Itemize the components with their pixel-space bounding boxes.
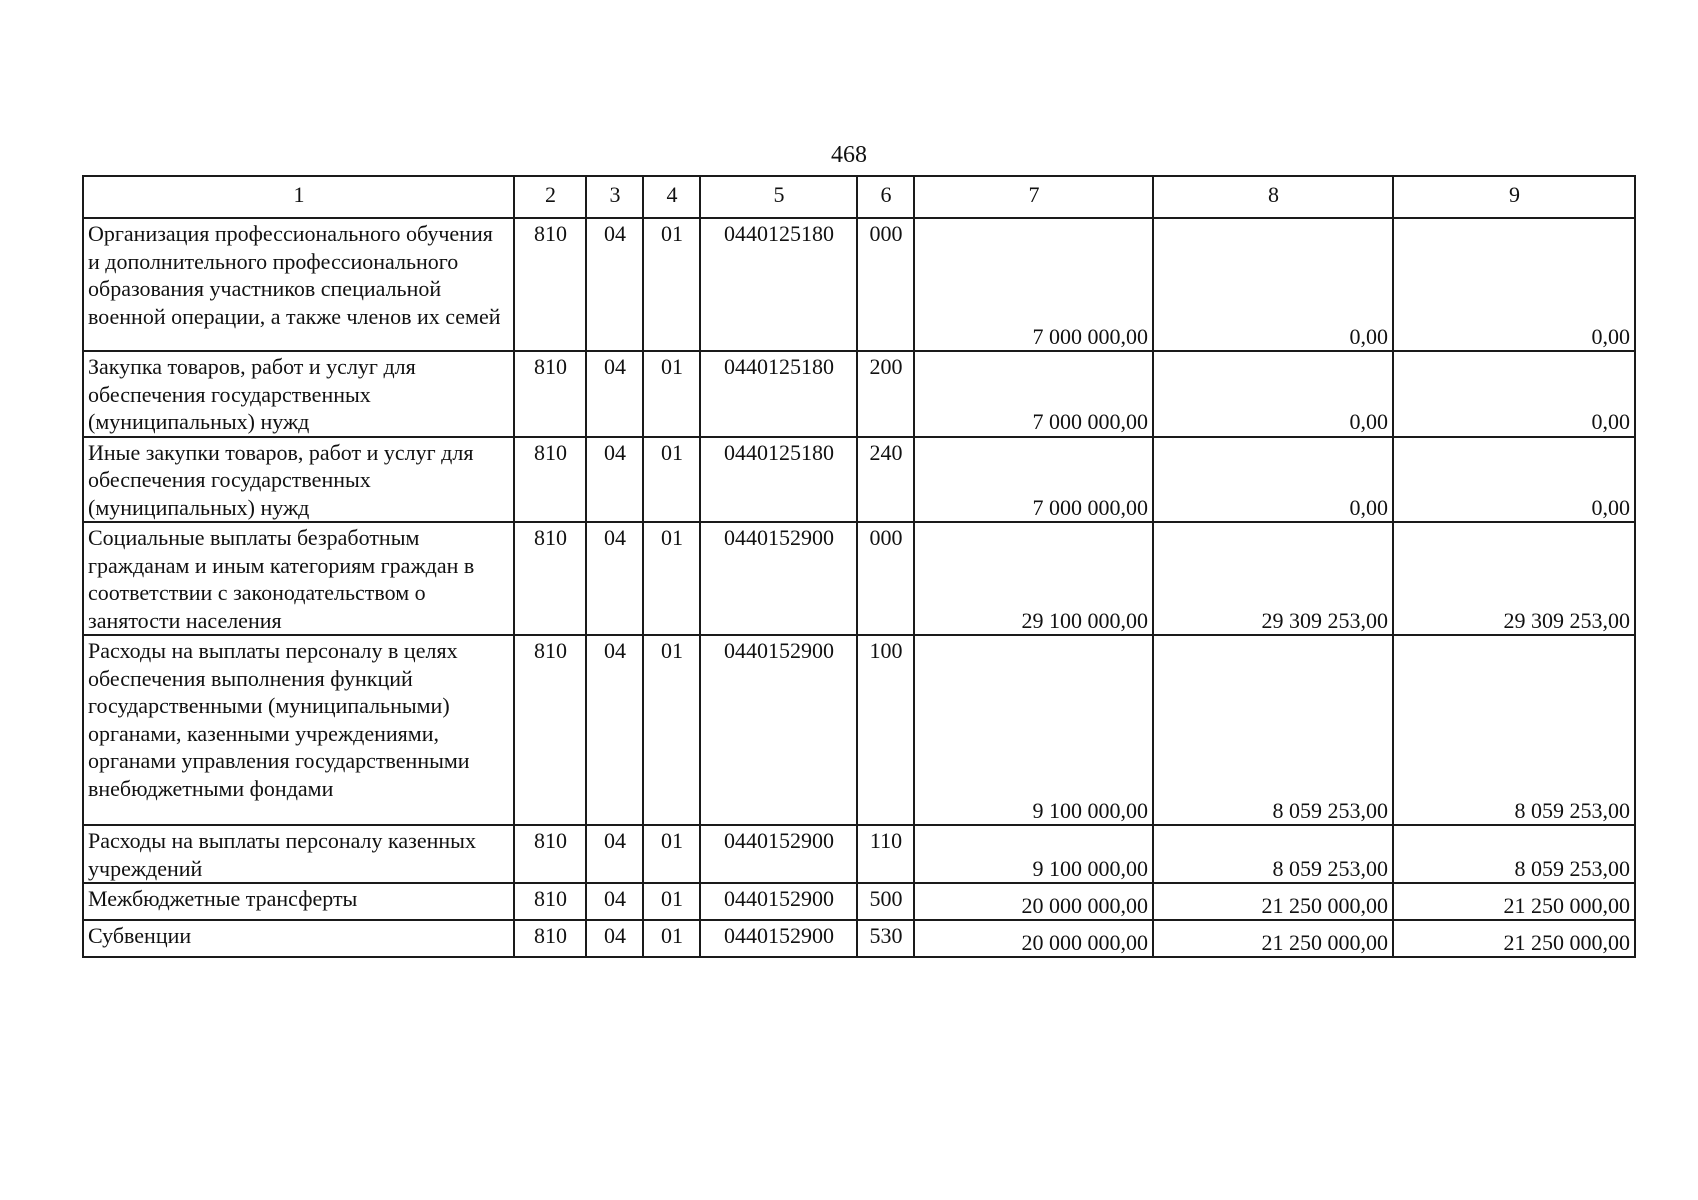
row-code-4: 01 [643,351,700,437]
row-name: Организация профессионального обучения и дополнительного профессионального образования участников специальной военной операции, а также членов их семей [83,218,514,351]
row-code-6: 200 [857,351,914,437]
row-code-6: 240 [857,437,914,523]
table-row [83,920,1635,957]
row-code-2: 810 [514,825,586,883]
row-code-2: 810 [514,437,586,523]
row-code-5: 0440152900 [700,635,857,825]
row-amount-7: 9 100 000,00 [914,635,1153,825]
row-amount-9: 29 309 253,00 [1393,522,1635,635]
row-name: Расходы на выплаты персоналу казенных учреждений [83,825,514,883]
row-amount-9: 0,00 [1393,218,1635,351]
row-name: Расходы на выплаты персоналу в целях обеспечения выполнения функций государственными (муниципальными) органами, казенными учреждениями, органами управления государственными внебюджетными фондами [83,635,514,825]
row-amount-8: 8 059 253,00 [1153,825,1393,883]
row-code-4: 01 [643,825,700,883]
row-name: Закупка товаров, работ и услуг для обеспечения государственных (муниципальных) нужд [83,351,514,437]
row-code-4: 01 [643,437,700,523]
row-amount-7: 7 000 000,00 [914,351,1153,437]
row-code-6: 530 [857,920,914,957]
row-amount-8: 0,00 [1153,218,1393,351]
row-name: Социальные выплаты безработным гражданам и иным категориям граждан в соответствии с законодательством о занятости населения [83,522,514,635]
row-amount-9: 8 059 253,00 [1393,825,1635,883]
row-code-6: 000 [857,218,914,351]
row-amount-9: 21 250 000,00 [1393,883,1635,920]
header-cell: 7 [914,176,1153,218]
header-cell: 8 [1153,176,1393,218]
header-cell: 2 [514,176,586,218]
row-amount-9: 0,00 [1393,351,1635,437]
row-amount-8: 0,00 [1153,351,1393,437]
row-code-6: 110 [857,825,914,883]
row-amount-8: 21 250 000,00 [1153,920,1393,957]
header-cell: 4 [643,176,700,218]
page-number: 468 [831,142,867,168]
table-row [83,883,1635,920]
table-row [83,437,1635,523]
row-code-3: 04 [586,635,643,825]
row-code-2: 810 [514,351,586,437]
header-cell: 6 [857,176,914,218]
row-code-3: 04 [586,351,643,437]
row-code-2: 810 [514,218,586,351]
row-amount-9: 8 059 253,00 [1393,635,1635,825]
row-code-4: 01 [643,522,700,635]
row-code-6: 100 [857,635,914,825]
row-amount-7: 20 000 000,00 [914,883,1153,920]
row-amount-7: 9 100 000,00 [914,825,1153,883]
row-code-4: 01 [643,218,700,351]
row-code-3: 04 [586,920,643,957]
header-cell: 1 [83,176,514,218]
row-amount-7: 7 000 000,00 [914,218,1153,351]
header-cell: 3 [586,176,643,218]
row-amount-9: 21 250 000,00 [1393,920,1635,957]
row-amount-7: 20 000 000,00 [914,920,1153,957]
table-row [83,351,1635,437]
row-code-6: 500 [857,883,914,920]
table-row [83,522,1635,635]
table-row [83,635,1635,825]
row-code-6: 000 [857,522,914,635]
row-code-2: 810 [514,635,586,825]
table-row [83,218,1635,351]
row-amount-8: 8 059 253,00 [1153,635,1393,825]
row-code-5: 0440125180 [700,437,857,523]
row-code-5: 0440152900 [700,883,857,920]
row-code-5: 0440125180 [700,351,857,437]
row-code-3: 04 [586,522,643,635]
budget-table [82,175,1636,958]
row-code-3: 04 [586,883,643,920]
row-code-4: 01 [643,883,700,920]
row-amount-8: 0,00 [1153,437,1393,523]
row-name: Межбюджетные трансферты [83,883,514,920]
row-code-3: 04 [586,218,643,351]
table-header-row [83,176,1635,218]
row-code-5: 0440152900 [700,825,857,883]
row-name: Субвенции [83,920,514,957]
row-amount-7: 7 000 000,00 [914,437,1153,523]
row-amount-7: 29 100 000,00 [914,522,1153,635]
row-amount-9: 0,00 [1393,437,1635,523]
row-code-2: 810 [514,883,586,920]
row-amount-8: 21 250 000,00 [1153,883,1393,920]
row-code-2: 810 [514,522,586,635]
row-code-3: 04 [586,825,643,883]
row-name: Иные закупки товаров, работ и услуг для обеспечения государственных (муниципальных) нужд [83,437,514,523]
row-code-5: 0440152900 [700,920,857,957]
row-code-4: 01 [643,920,700,957]
row-amount-8: 29 309 253,00 [1153,522,1393,635]
row-code-2: 810 [514,920,586,957]
row-code-5: 0440152900 [700,522,857,635]
row-code-5: 0440125180 [700,218,857,351]
header-cell: 9 [1393,176,1635,218]
row-code-3: 04 [586,437,643,523]
header-cell: 5 [700,176,857,218]
table-row [83,825,1635,883]
row-code-4: 01 [643,635,700,825]
